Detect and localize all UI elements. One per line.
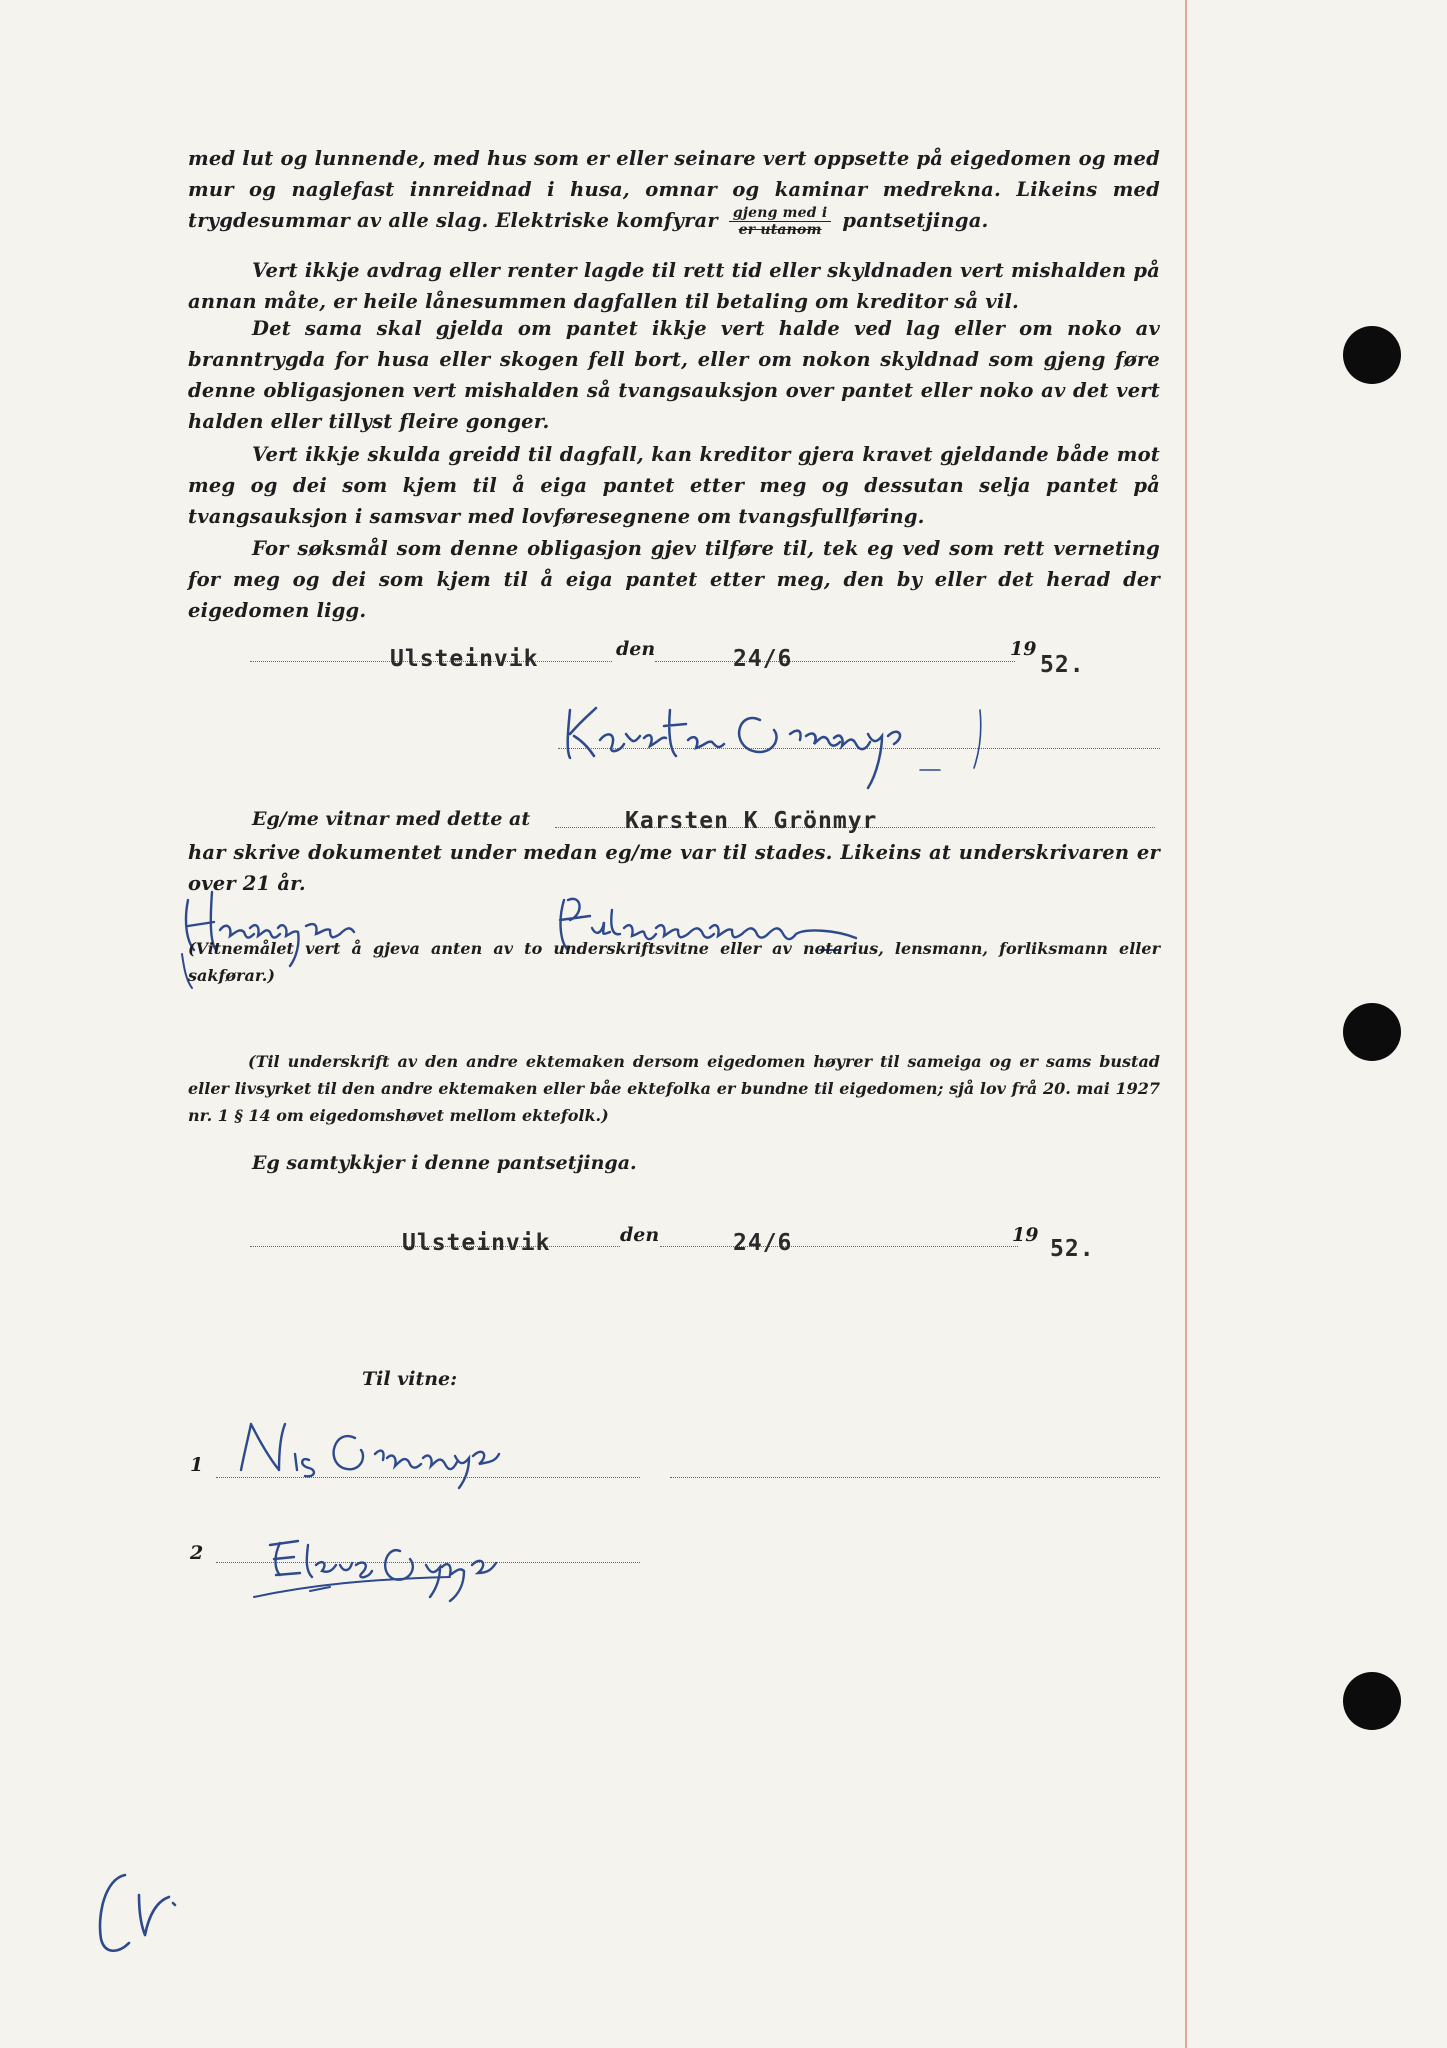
year-suffix-2: 52. xyxy=(1050,1236,1095,1262)
signing-date: 24/6 xyxy=(733,646,793,672)
margin-rule xyxy=(1185,0,1187,2048)
year-suffix: 52. xyxy=(1040,652,1085,678)
fraction-top: gjeng med i xyxy=(729,205,832,222)
fraction-bottom: er utanom xyxy=(738,222,822,238)
witness-continuation: har skrive dokumentet under medan eg/me var til stades. Likeins at underskrivaren er over 21 år. xyxy=(188,841,1160,895)
debtor-signature xyxy=(560,690,1010,794)
den-label: den xyxy=(616,638,656,660)
witness-1-signature xyxy=(235,1410,595,1494)
witness-number-1: 1 xyxy=(190,1454,204,1476)
witness-typed-name: Karsten K Grönmyr xyxy=(625,808,878,834)
spouse-consent: Eg samtykkjer i denne pantsetjinga. xyxy=(252,1152,637,1174)
witness-number-2: 2 xyxy=(190,1542,204,1564)
paragraph-property xyxy=(188,143,1160,238)
signing-place: Ulsteinvik xyxy=(390,646,539,672)
den-label-2: den xyxy=(620,1224,660,1246)
date-line xyxy=(655,661,1015,662)
punch-hole xyxy=(1343,1672,1401,1730)
spouse-note: (Til underskrift av den andre ektemaken dersom eigedomen høyrer til sameiga og er sams bustad eller livsyrket til den andre ektemaken eller båe ektefolka er bundne til eigedomen; sjå lov frå 20. mai 1927 nr. 1 § 14 om eigedomshøvet mellom ektefolk.) xyxy=(188,1052,1160,1125)
date-line-2 xyxy=(660,1246,1018,1247)
punch-hole xyxy=(1343,1003,1401,1061)
paragraph-property-text: med lut og lunnende, med hus som er eller seinare vert oppsette på eigedomen og med mur og naglefast innreidnad i husa, omnar og kaminar medrekna. Likeins med trygdesummar av alle slag. Elektriske komfyrar xyxy=(188,147,1160,232)
paragraph-enforcement: Vert ikkje skulda greidd til dagfall, kan kreditor gjera kravet gjeldande både mot meg og dei som kjem til å eiga pantet etter meg og dessutan selja pantet på tvangsauksjon i samsvar med lovføresegnene om tvangsfullføring. xyxy=(188,443,1160,528)
paragraph-property-end: pantsetjinga. xyxy=(842,209,989,232)
margin-annotation xyxy=(95,1855,215,1969)
witness-2-signature xyxy=(250,1525,610,1609)
witness-intro: Eg/me vitnar med dette at xyxy=(252,808,531,830)
paragraph-venue: For søksmål som denne obligasjon gjev tilføre til, tek eg ved som rett verneting for meg og dei som kjem til å eiga pantet etter meg, den by eller det herad der eigedomen ligg. xyxy=(188,537,1160,622)
year-prefix: 19 xyxy=(1010,638,1037,660)
paragraph-default: Vert ikkje avdrag eller renter lagde til rett tid eller skyldnaden vert mishalden på annan måte, er heile lånesummen dagfallen til betaling om kreditor så vil. xyxy=(188,259,1160,313)
signing-place-2: Ulsteinvik xyxy=(402,1230,551,1256)
witness-note: (Vitnemålet vert å gjeva anten av to underskriftsvitne eller av notarius, lensmann, forliksmann eller sakførar.) xyxy=(188,939,1160,985)
year-prefix-2: 19 xyxy=(1012,1224,1039,1246)
fraction-choice xyxy=(729,205,832,238)
signing-date-2: 24/6 xyxy=(733,1230,793,1256)
punch-hole xyxy=(1343,326,1401,384)
paragraph-insurance: Det sama skal gjelda om pantet ikkje vert halde ved lag eller om noko av branntrygda for husa eller skogen fell bort, eller om nokon skyldnad som gjeng føre denne obligasjonen vert mishalden så tvangsauksjon over pantet eller noko av det vert halden eller tillyst fleire gonger. xyxy=(188,317,1160,433)
witnesses-title: Til vitne: xyxy=(362,1368,458,1390)
spouse-signature-line xyxy=(670,1477,1160,1478)
